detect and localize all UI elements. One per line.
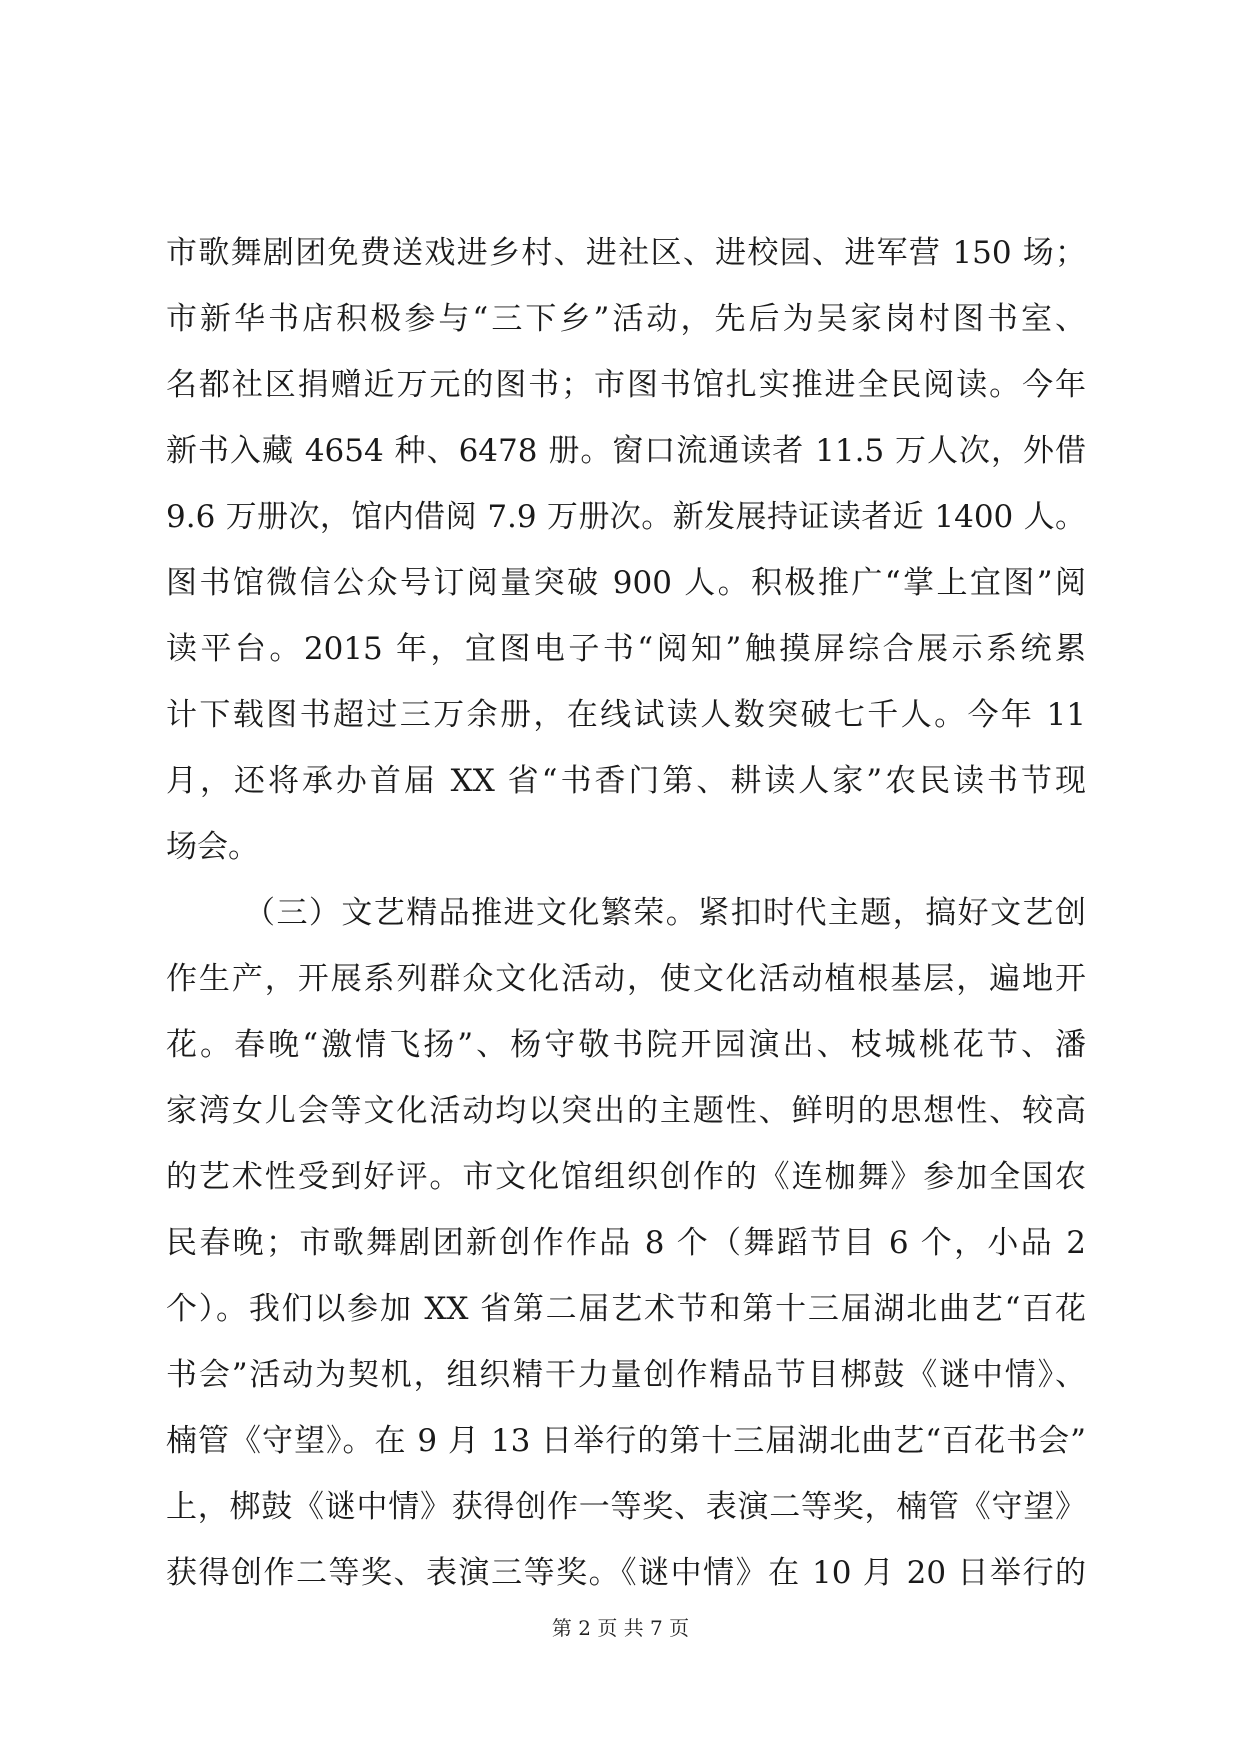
text-line-13: 花。春晚“激情飞扬”、杨守敬书院开园演出、枝城桃花节、潘 [166,1027,1086,1063]
text-line-14: 家湾女儿会等文化活动均以突出的主题性、鲜明的思想性、较高 [166,1093,1086,1129]
text-line-17: 个）。我们以参加 XX 省第二届艺术节和第十三届湖北曲艺“百花 [166,1291,1086,1327]
text-line-8: 计下载图书超过三万余册，在线试读人数突破七千人。今年 11 [166,697,1086,733]
text-line-18: 书会”活动为契机，组织精干力量创作精品节目梆鼓《谜中情》、 [166,1357,1086,1393]
text-line-2: 市新华书店积极参与“三下乡”活动，先后为吴家岗村图书室、 [166,301,1086,337]
text-line-12: 作生产，开展系列群众文化活动，使文化活动植根基层，遍地开 [166,961,1086,997]
text-line-4: 新书入藏 4654 种、6478 册。窗口流通读者 11.5 万人次，外借 [166,433,1086,469]
text-line-6: 图书馆微信公众号订阅量突破 900 人。积极推广“掌上宜图”阅 [166,565,1086,601]
text-line-15: 的艺术性受到好评。市文化馆组织创作的《连枷舞》参加全国农 [166,1159,1086,1195]
text-line-20: 上，梆鼓《谜中情》获得创作一等奖、表演二等奖，楠管《守望》 [166,1489,1086,1525]
text-line-7: 读平台。2015 年，宜图电子书“阅知”触摸屏综合展示系统累 [166,631,1086,667]
text-line-10: 场会。 [166,829,259,865]
text-line-1: 市歌舞剧团免费送戏进乡村、进社区、进校园、进军营 150 场； [166,235,1086,271]
text-line-16: 民春晚；市歌舞剧团新创作作品 8 个（舞蹈节目 6 个，小品 2 [166,1225,1086,1261]
document-body [166,220,1086,1606]
text-line-3: 名都社区捐赠近万元的图书；市图书馆扎实推进全民阅读。今年 [166,367,1086,403]
text-line-5: 9.6 万册次，馆内借阅 7.9 万册次。新发展持证读者近 1400 人。 [166,499,1086,535]
section-heading-line: （三）文艺精品推进文化繁荣。紧扣时代主题，搞好文艺创 [244,895,1086,931]
text-line-21: 获得创作二等奖、表演三等奖。《谜中情》在 10 月 20 日举行的 [166,1555,1086,1591]
page-number-footer: 第 2 页 共 7 页 [551,1616,690,1640]
text-line-9: 月，还将承办首届 XX 省“书香门第、耕读人家”农民读书节现 [166,763,1086,799]
text-line-19: 楠管《守望》。在 9 月 13 日举行的第十三届湖北曲艺“百花书会” [166,1423,1086,1459]
